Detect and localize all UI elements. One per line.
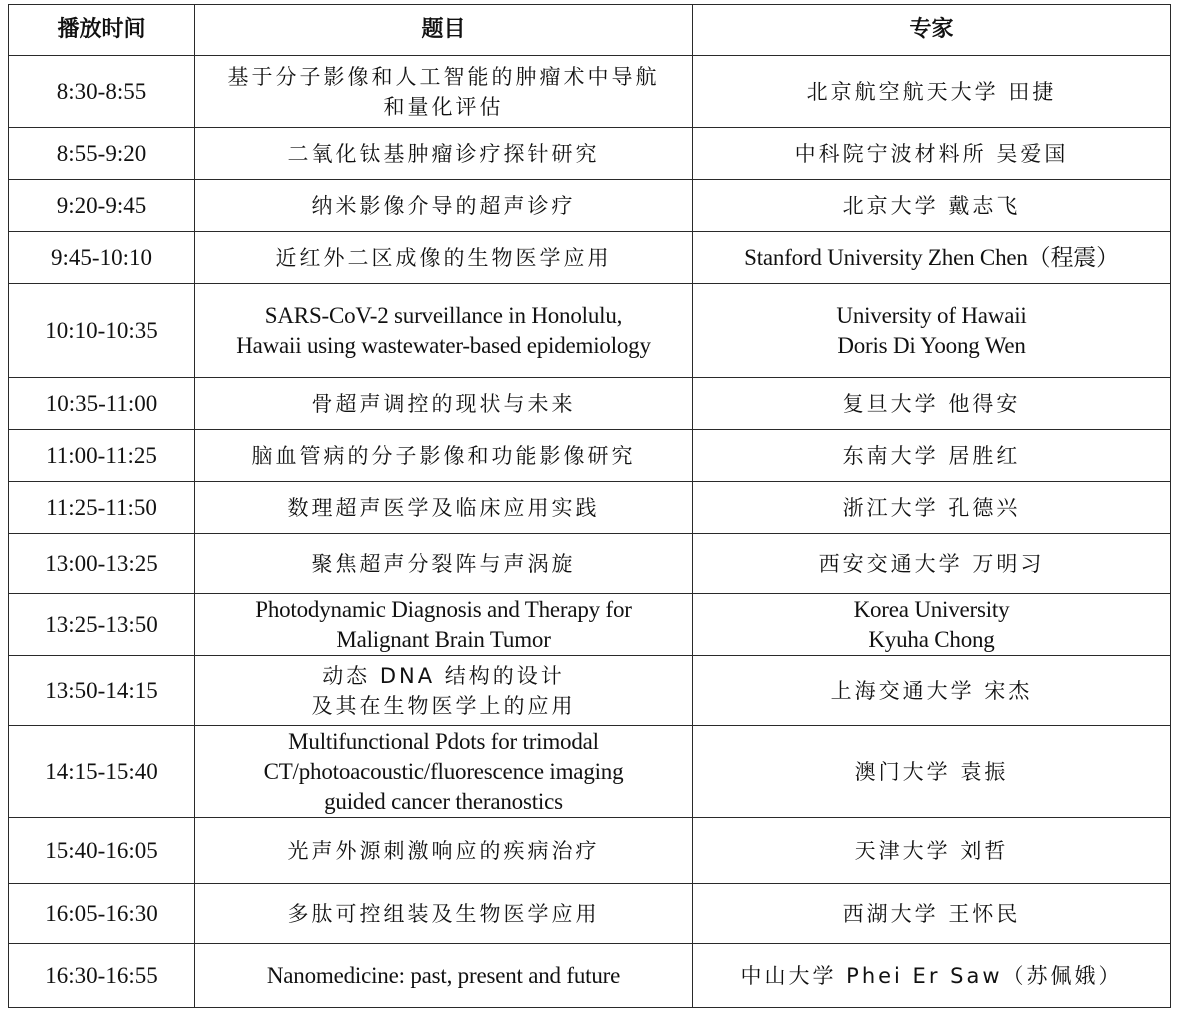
table-row <box>9 180 1171 232</box>
cell-title <box>195 232 693 284</box>
cell-title-line: 多肽可控组装及生物医学应用 <box>287 901 600 926</box>
cell-title <box>195 128 693 180</box>
cell-title-line: 数理超声医学及临床应用实践 <box>287 495 600 520</box>
cell-expert <box>693 884 1171 944</box>
cell-title-line: SARS-CoV-2 surveillance in Honolulu, <box>264 302 623 328</box>
cell-expert <box>693 594 1171 656</box>
cell-title <box>195 430 693 482</box>
cell-expert <box>693 482 1171 534</box>
cell-expert <box>693 818 1171 884</box>
table-row <box>9 818 1171 884</box>
cell-expert <box>693 656 1171 726</box>
cell-time: 11:00-11:25 <box>9 430 195 482</box>
table-row <box>9 726 1171 818</box>
cell-title <box>195 482 693 534</box>
cell-title-line: Photodynamic Diagnosis and Therapy for <box>255 596 632 622</box>
cell-expert-line: 西湖大学 王怀民 <box>842 901 1021 926</box>
cell-title <box>195 944 693 1008</box>
cell-expert-line: Stanford University Zhen Chen（程震） <box>744 244 1119 270</box>
header-time: 播放时间 <box>9 5 195 56</box>
cell-time: 14:15-15:40 <box>9 726 195 818</box>
cell-title-line: CT/photoacoustic/fluorescence imaging <box>263 758 624 784</box>
cell-expert <box>693 284 1171 378</box>
cell-expert <box>693 430 1171 482</box>
cell-title-line: Hawaii using wastewater-based epidemiology <box>236 332 651 358</box>
cell-expert <box>693 944 1171 1008</box>
cell-expert-line: 北京航空航天大学 田捷 <box>806 79 1057 104</box>
cell-title <box>195 534 693 594</box>
cell-expert-line: 上海交通大学 宋杰 <box>830 678 1033 703</box>
cell-time: 13:00-13:25 <box>9 534 195 594</box>
cell-expert <box>693 232 1171 284</box>
schedule-table <box>8 4 1171 1008</box>
cell-time: 16:30-16:55 <box>9 944 195 1008</box>
cell-title-line: Multifunctional Pdots for trimodal <box>288 728 599 754</box>
cell-title <box>195 378 693 430</box>
cell-time: 10:10-10:35 <box>9 284 195 378</box>
cell-title-line: 纳米影像介导的超声诊疗 <box>311 193 576 218</box>
cell-expert <box>693 726 1171 818</box>
table-row <box>9 944 1171 1008</box>
cell-time: 16:05-16:30 <box>9 884 195 944</box>
cell-title-line: 基于分子影像和人工智能的肿瘤术中导航 <box>227 64 660 89</box>
cell-title-line: 近红外二区成像的生物医学应用 <box>275 245 612 270</box>
table-row <box>9 128 1171 180</box>
cell-expert-line: 澳门大学 袁振 <box>854 759 1009 784</box>
cell-expert-line: 北京大学 戴志飞 <box>842 193 1021 218</box>
cell-expert-line: Kyuha Chong <box>868 626 995 652</box>
cell-title-line: 二氧化钛基肿瘤诊疗探针研究 <box>287 141 600 166</box>
cell-title-line: 和量化评估 <box>383 94 504 119</box>
table-row <box>9 56 1171 128</box>
cell-title <box>195 56 693 128</box>
cell-title-line: 聚焦超声分裂阵与声涡旋 <box>311 551 576 576</box>
cell-expert-line: 中科院宁波材料所 吴爱国 <box>794 141 1069 166</box>
cell-time: 15:40-16:05 <box>9 818 195 884</box>
table-row <box>9 656 1171 726</box>
cell-title <box>195 656 693 726</box>
header-title: 题目 <box>195 5 693 56</box>
cell-time: 10:35-11:00 <box>9 378 195 430</box>
cell-time: 13:50-14:15 <box>9 656 195 726</box>
table-row <box>9 884 1171 944</box>
cell-time: 8:55-9:20 <box>9 128 195 180</box>
table-row <box>9 232 1171 284</box>
cell-expert-line: 天津大学 刘哲 <box>854 838 1009 863</box>
cell-title-line: Nanomedicine: past, present and future <box>266 962 621 988</box>
cell-title-line: 骨超声调控的现状与未来 <box>311 391 576 416</box>
cell-title-line: 脑血管病的分子影像和功能影像研究 <box>251 443 636 468</box>
cell-expert-line: 浙江大学 孔德兴 <box>842 495 1021 520</box>
cell-title-line: 及其在生物医学上的应用 <box>311 693 576 718</box>
cell-expert <box>693 378 1171 430</box>
cell-time: 8:30-8:55 <box>9 56 195 128</box>
cell-expert-line: Korea University <box>853 596 1010 622</box>
header-row <box>9 5 1171 56</box>
cell-title <box>195 594 693 656</box>
cell-time: 11:25-11:50 <box>9 482 195 534</box>
cell-title <box>195 884 693 944</box>
cell-expert-line: University of Hawaii <box>836 302 1027 328</box>
table-row <box>9 594 1171 656</box>
cell-time: 13:25-13:50 <box>9 594 195 656</box>
table-row <box>9 284 1171 378</box>
cell-expert <box>693 56 1171 128</box>
cell-title <box>195 180 693 232</box>
cell-title-line: 动态 DNA 结构的设计 <box>322 663 565 688</box>
table-row <box>9 378 1171 430</box>
cell-expert-line: Doris Di Yoong Wen <box>837 332 1026 358</box>
table-row <box>9 430 1171 482</box>
cell-title-line: guided cancer theranostics <box>324 788 563 814</box>
cell-time: 9:20-9:45 <box>9 180 195 232</box>
table-row <box>9 482 1171 534</box>
cell-title-line: Malignant Brain Tumor <box>336 626 551 652</box>
cell-expert-line: 复旦大学 他得安 <box>842 391 1021 416</box>
cell-title <box>195 284 693 378</box>
cell-title-line: 光声外源刺激响应的疾病治疗 <box>287 838 600 863</box>
cell-time: 9:45-10:10 <box>9 232 195 284</box>
cell-expert-line: 中山大学 Phei Er Saw（苏佩娥） <box>740 963 1123 988</box>
cell-expert-line: 东南大学 居胜红 <box>842 443 1021 468</box>
table-row <box>9 534 1171 594</box>
schedule-body <box>9 56 1171 1008</box>
cell-expert-line: 西安交通大学 万明习 <box>818 551 1045 576</box>
cell-expert <box>693 534 1171 594</box>
cell-expert <box>693 128 1171 180</box>
cell-expert <box>693 180 1171 232</box>
cell-title <box>195 726 693 818</box>
cell-title <box>195 818 693 884</box>
header-expert: 专家 <box>693 5 1171 56</box>
